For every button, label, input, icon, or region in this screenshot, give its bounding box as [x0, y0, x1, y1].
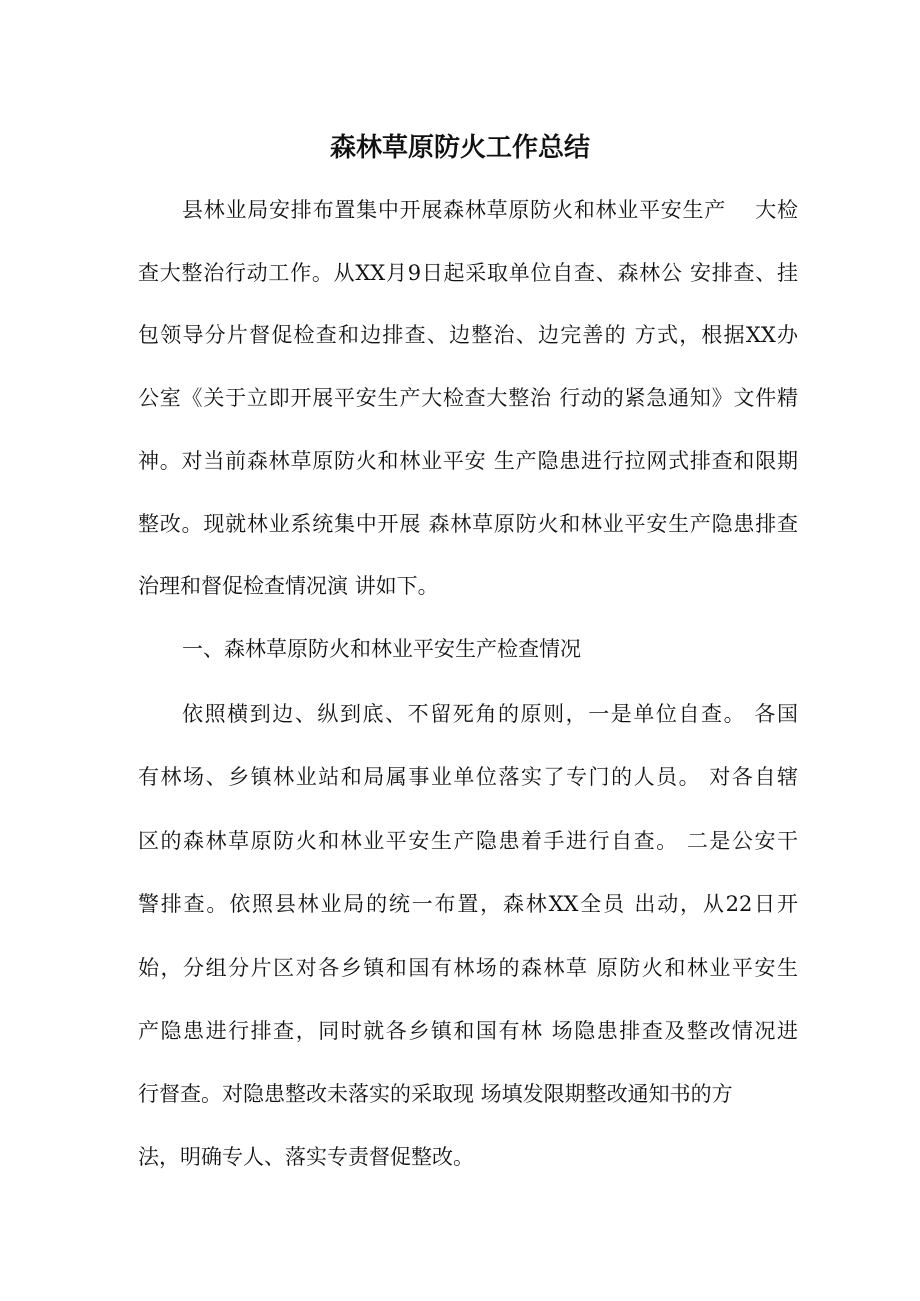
paragraph-line: 法，明确专人、落实专责督促整改。 [138, 1145, 474, 1169]
paragraph-line: 查大整治行动工作。从XX月9日起采取单位自查、森林公 安排查、挂 [138, 261, 798, 285]
section-heading: 一、森林草原防火和林业平安生产检查情况 [182, 637, 581, 661]
paragraph-line: 神。对当前森林草原防火和林业平安 生产隐患进行拉网式排查和限期 [138, 449, 798, 473]
paragraph-line: 治理和督促检查情况演 讲如下。 [138, 574, 439, 598]
paragraph-line: 包领导分片督促检查和边排查、边整治、边完善的 方式，根据XX办 [138, 323, 798, 347]
paragraph-line: 区的森林草原防火和林业平安生产隐患着手进行自查。 二是公安干 [138, 829, 798, 853]
paragraph-line: 整改。现就林业系统集中开展 森林草原防火和林业平安生产隐患排查 [138, 512, 798, 536]
paragraph-line: 公室《关于立即开展平安生产大检查大整治 行动的紧急通知》文件精 [138, 386, 798, 410]
paragraph-line: 产隐患进行排查，同时就各乡镇和国有林 场隐患排查及整改情况进 [138, 1019, 798, 1043]
paragraph-line: 始，分组分片区对各乡镇和国有林场的森林草 原防火和林业平安生 [138, 956, 798, 980]
paragraph-line: 依照横到边、纵到底、不留死角的原则，一是单位自查。 各国 [182, 702, 798, 726]
paragraph-line: 有林场、乡镇林业站和局属事业单位落实了专门的人员。 对各自辖 [138, 765, 798, 789]
paragraph-line: 县林业局安排布置集中开展森林草原防火和林业平安生产 大检 [182, 198, 798, 222]
document-title: 森林草原防火工作总结 [329, 133, 590, 163]
paragraph-line: 行督查。对隐患整改未落实的采取现 场填发限期整改通知书的方 [138, 1082, 733, 1106]
paragraph-line: 警排查。依照县林业局的统一布置，森林XX全员 出动，从22日开 [138, 892, 798, 916]
